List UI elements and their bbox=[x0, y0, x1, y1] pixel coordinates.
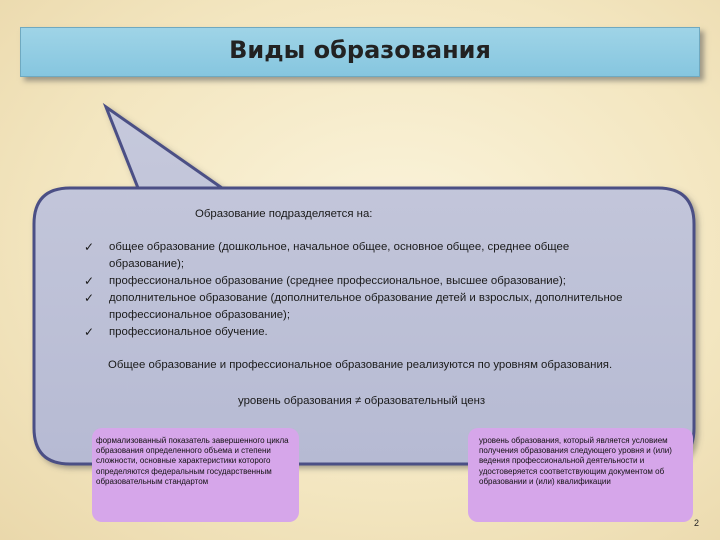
note-education-qualification bbox=[468, 428, 693, 522]
list-item bbox=[84, 324, 644, 341]
check-icon: ✓ bbox=[84, 325, 95, 339]
list-item-text: дополнительное образование (дополнительное образование детей и взрослых, дополнительное профессиональное образование); bbox=[109, 292, 623, 321]
note-right-text: уровень образования, который является условием получения образования следующего уровня и (или) ведения профессиональной деятельности и удостоверяется соответствующим документом об образовании и (или) квалификации bbox=[479, 436, 672, 486]
education-types-list bbox=[84, 239, 644, 341]
formula-text: уровень образования ≠ образовательный ценз bbox=[238, 395, 486, 407]
note-left-text: формализованный показатель завершенного цикла образования определенного объема и степени сложности, основные характеристики которого определяются федеральным государственным образовательным стандартом bbox=[96, 436, 289, 486]
list-item-text: профессиональное образование (среднее профессиональное, высшее образование); bbox=[109, 275, 566, 287]
check-icon: ✓ bbox=[84, 240, 95, 254]
levels-paragraph: Общее образование и профессиональное образование реализуются по уровням образования. bbox=[108, 359, 613, 371]
list-item-text: общее образование (дошкольное, начальное общее, основное общее, среднее общее образование); bbox=[109, 241, 570, 270]
page-number: 2 bbox=[694, 518, 700, 528]
note-education-level bbox=[92, 428, 299, 522]
list-item bbox=[84, 290, 644, 324]
list-item-text: профессиональное обучение. bbox=[109, 326, 268, 338]
check-icon: ✓ bbox=[84, 291, 95, 305]
check-icon: ✓ bbox=[84, 274, 95, 288]
list-item bbox=[84, 239, 644, 273]
list-item bbox=[84, 273, 644, 290]
list-heading: Образование подразделяется на: bbox=[195, 208, 373, 220]
slide-title: Виды образования bbox=[229, 36, 491, 64]
